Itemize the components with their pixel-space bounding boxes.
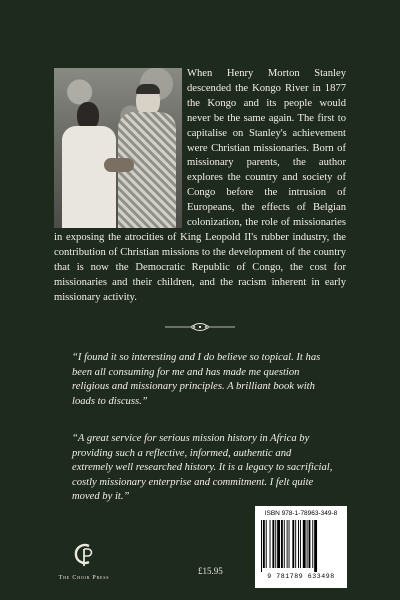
photo-wrap-spacer: [54, 67, 187, 228]
barcode-digits: 9 781789 633498: [267, 573, 335, 580]
isbn-barcode: [255, 506, 347, 588]
review-quote-2: “A great service for serious mission history in Africa by providing such a reflective, informed, authentic and extremely well researched history. It is a legacy to sacrificial, costly missionary enterprise and commitment. I felt quite moved by it.”: [72, 433, 333, 503]
barcode-bars: [261, 520, 341, 572]
isbn-label: ISBN 978-1-78963-349-8: [264, 510, 338, 517]
review-quote-1: “I found it so interesting and I do believe so topical. It has been all consuming for me and has made me question religious and missionary principles. A brilliant book with loads to discuss.”: [72, 352, 321, 407]
price-label: £15.95: [198, 566, 223, 576]
ornament-divider-icon: [165, 321, 235, 333]
publisher-name: The Choir Press: [58, 575, 110, 581]
blurb-text: When Henry Morton Stanley descended the Kongo River in 1877 the Kongo and its people would never be the same again. The first to capitalise on Stanley's achievement were Christian missionaries. Born of missionary parents, the author explores the country and society of Congo before the intrusion of Europeans, the effects of Belgian colonization, the role of missionaries in exposing the atrocities of King Leopold II's rubber industry, the contribution of Christian missions to the development of the country that is now the Democratic Republic of Congo, the cost for missionaries and their children, and the racism inherent in early missionary activity.: [54, 68, 346, 303]
publisher-block: [54, 540, 114, 581]
cp-monogram-icon: [70, 540, 98, 568]
blurb-block: [54, 67, 346, 306]
